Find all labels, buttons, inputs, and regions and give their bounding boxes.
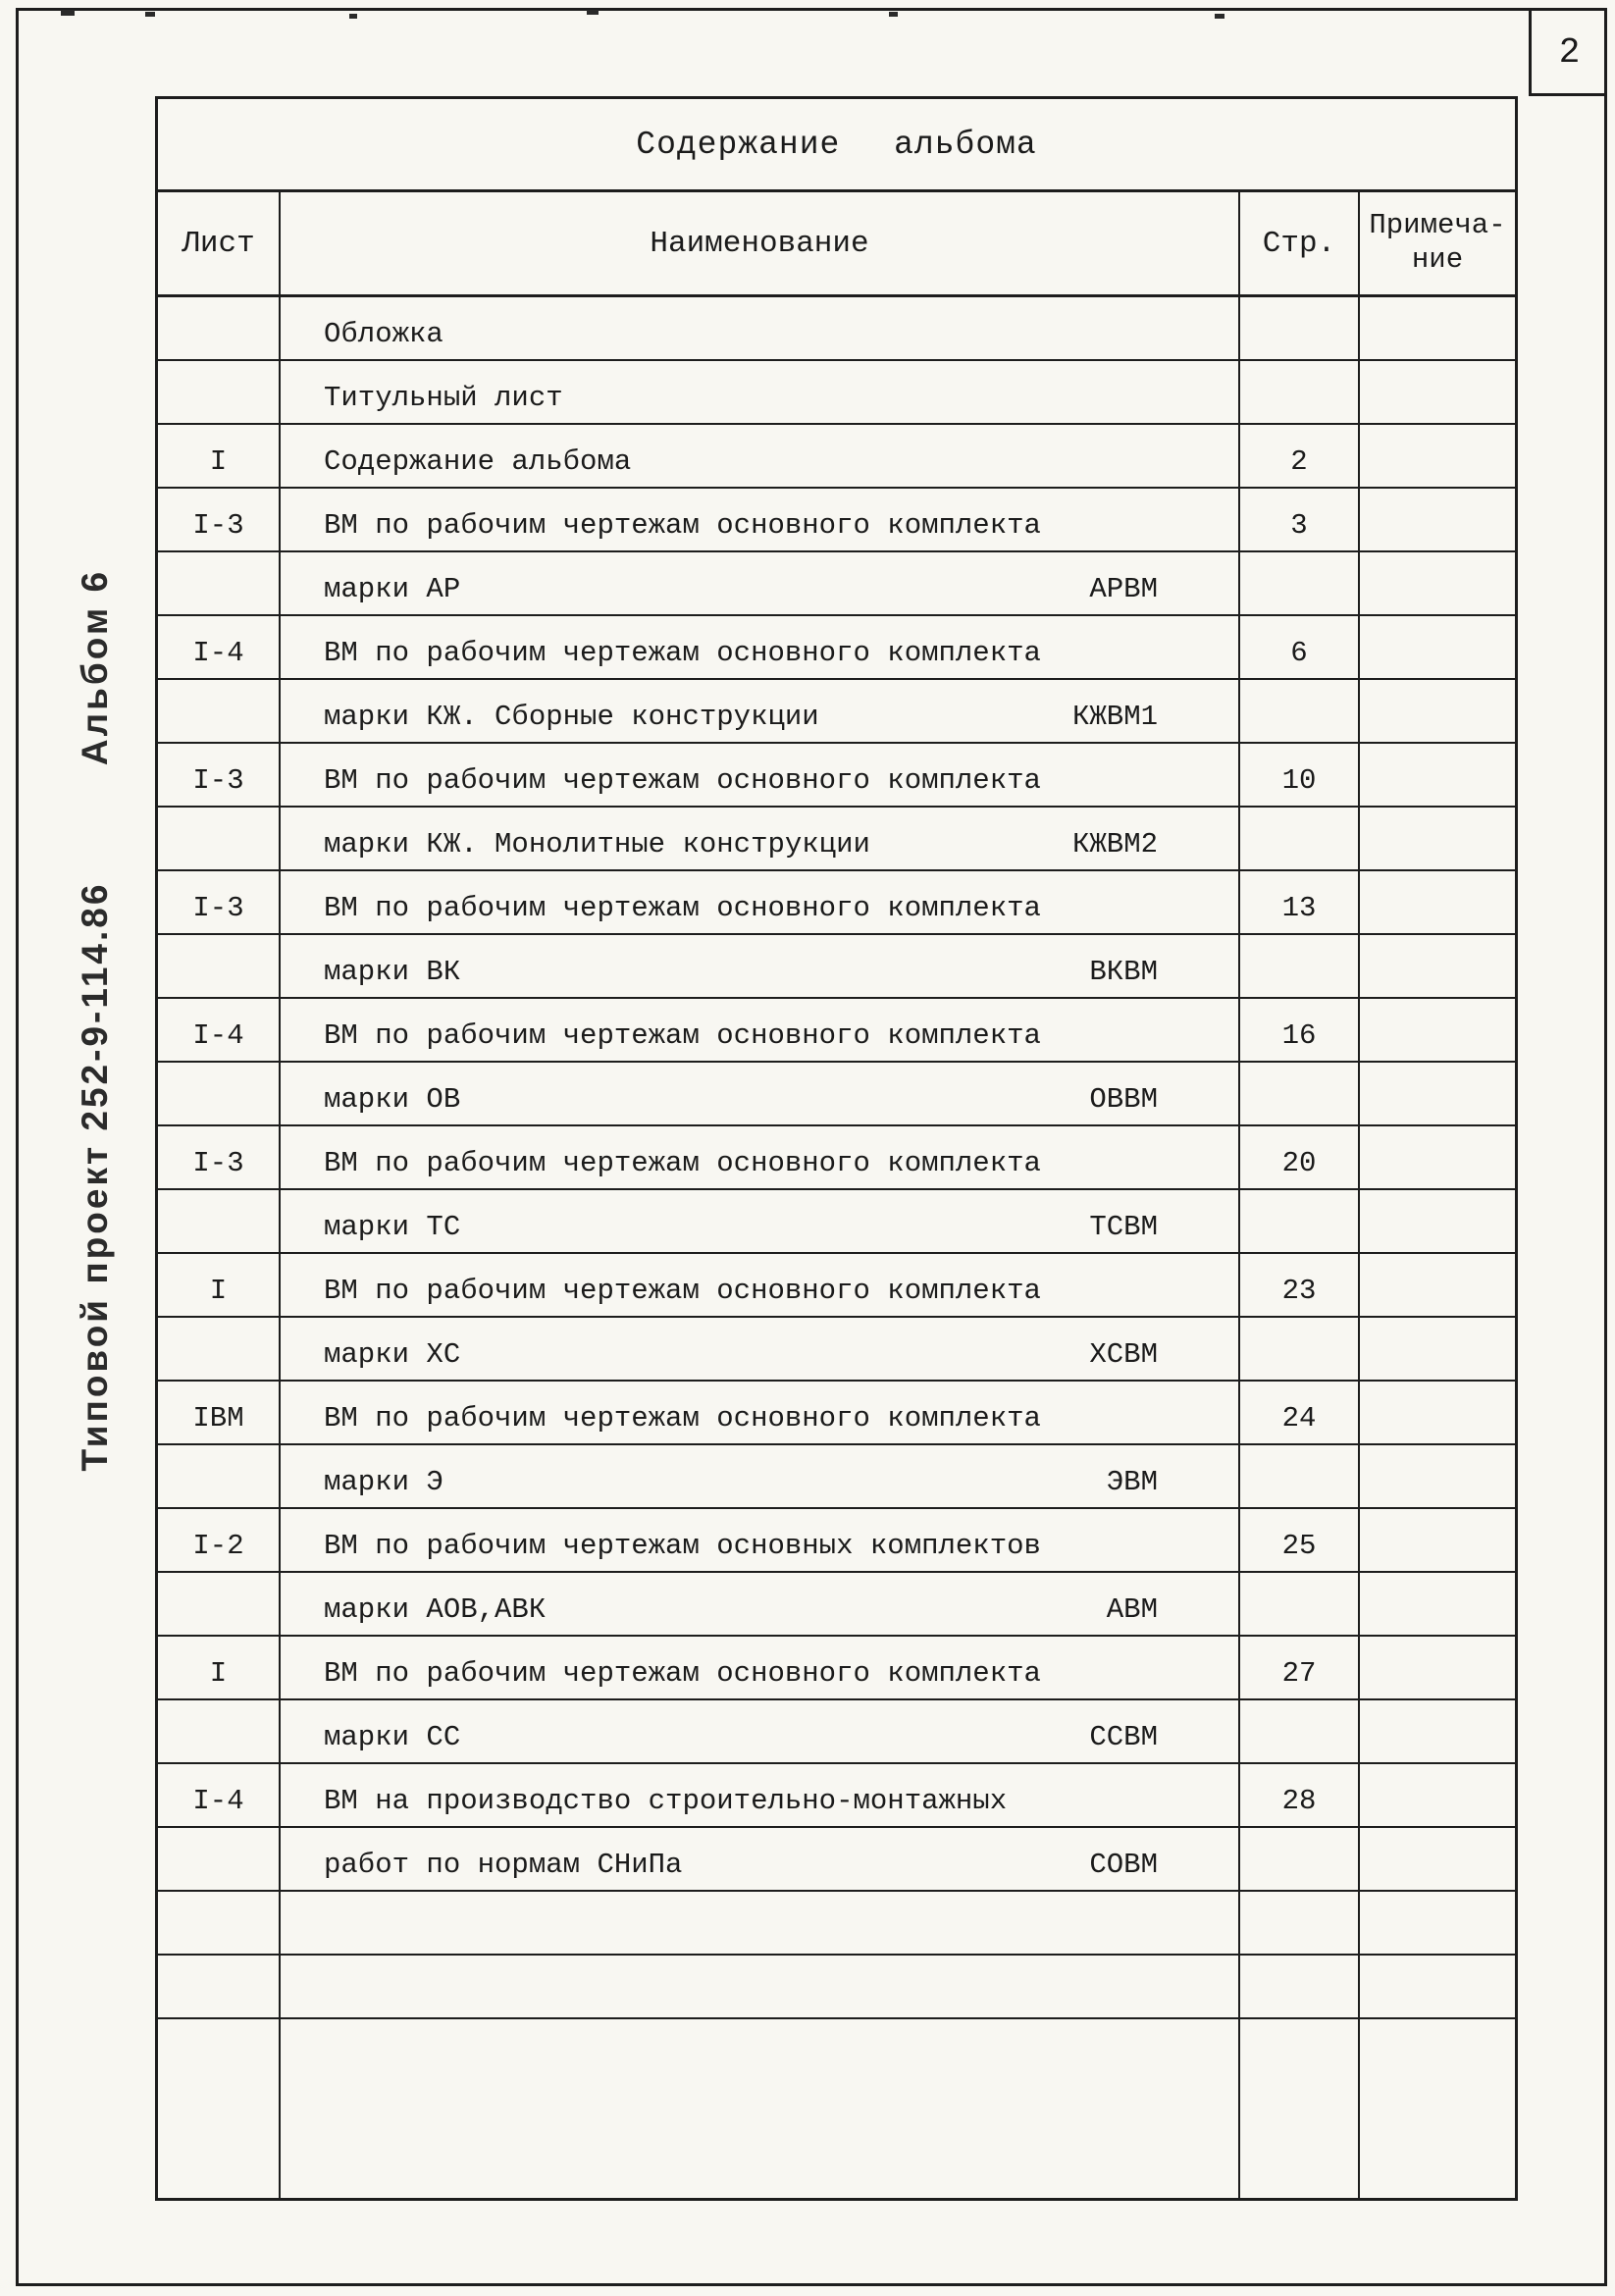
cell-sheet xyxy=(158,1254,281,1316)
table-row xyxy=(158,871,1515,935)
entry-code: АВМ xyxy=(1106,1593,1158,1626)
cell-note xyxy=(1360,1700,1515,1762)
table-row xyxy=(158,1892,1515,1956)
cell-page xyxy=(1240,552,1360,614)
table-row xyxy=(158,489,1515,552)
page-value: 6 xyxy=(1290,637,1308,669)
cell-page xyxy=(1240,871,1360,933)
cell-note xyxy=(1360,935,1515,997)
table-row xyxy=(158,1254,1515,1318)
cell-sheet xyxy=(158,425,281,487)
cell-sheet xyxy=(158,808,281,869)
cell-note xyxy=(1360,552,1515,614)
cell-page xyxy=(1240,1828,1360,1890)
cell-name xyxy=(281,297,1240,359)
cell-name xyxy=(281,552,1240,614)
table-row xyxy=(158,552,1515,616)
page-value: 27 xyxy=(1281,1657,1317,1690)
cell-sheet xyxy=(158,1190,281,1252)
page-number-box xyxy=(1529,11,1607,96)
table-row xyxy=(158,1573,1515,1637)
page-value: 2 xyxy=(1290,445,1308,478)
cell-note xyxy=(1360,1382,1515,1443)
cell-note xyxy=(1360,489,1515,550)
entry-name: ВМ по рабочим чертежам основного комплекта xyxy=(324,892,1041,924)
cell-sheet xyxy=(158,1445,281,1507)
cell-name xyxy=(281,1573,1240,1635)
page-value: 20 xyxy=(1281,1147,1317,1179)
entry-name: ВМ по рабочим чертежам основного комплекта xyxy=(324,1657,1041,1690)
cell-page xyxy=(1240,935,1360,997)
cell-name xyxy=(281,1063,1240,1124)
cell-note xyxy=(1360,871,1515,933)
cell-note xyxy=(1360,425,1515,487)
cell-page xyxy=(1240,2019,1360,2198)
table-row xyxy=(158,744,1515,808)
entry-name: ВМ по рабочим чертежам основного комплекта xyxy=(324,1019,1041,1052)
cell-note xyxy=(1360,361,1515,423)
entry-name: ВМ по рабочим чертежам основного комплекта xyxy=(324,764,1041,797)
cell-note xyxy=(1360,1318,1515,1380)
table-row xyxy=(158,1190,1515,1254)
table-row xyxy=(158,1382,1515,1445)
cell-note xyxy=(1360,1509,1515,1571)
cell-sheet xyxy=(158,2019,281,2198)
column-header-name: Наименование xyxy=(281,192,1240,294)
cell-sheet xyxy=(158,871,281,933)
cell-page xyxy=(1240,1190,1360,1252)
sheet-value: I-3 xyxy=(192,764,244,797)
entry-name: марки ВК xyxy=(324,956,461,988)
cell-name xyxy=(281,1509,1240,1571)
entry-name: работ по нормам СНиПа xyxy=(324,1849,683,1881)
entry-name: марки КЖ. Сборные конструкции xyxy=(324,701,819,733)
entry-name: ВМ по рабочим чертежам основного комплекта xyxy=(324,1275,1041,1307)
cell-name xyxy=(281,871,1240,933)
entry-code: КЖВМ1 xyxy=(1071,701,1158,733)
entry-code: КЖВМ2 xyxy=(1071,828,1158,861)
cell-sheet xyxy=(158,1318,281,1380)
page-value: 23 xyxy=(1281,1275,1317,1307)
cell-page xyxy=(1240,1509,1360,1571)
cell-name xyxy=(281,1637,1240,1698)
cell-page xyxy=(1240,1063,1360,1124)
entry-name: ВМ по рабочим чертежам основного комплекта xyxy=(324,637,1041,669)
cell-sheet xyxy=(158,1063,281,1124)
cell-name xyxy=(281,489,1240,550)
sheet-value: IВМ xyxy=(192,1402,244,1435)
cell-page xyxy=(1240,425,1360,487)
entry-name: марки АОВ,АВК xyxy=(324,1593,547,1626)
cell-name xyxy=(281,1764,1240,1826)
cell-page xyxy=(1240,680,1360,742)
page-number: 2 xyxy=(1558,31,1581,73)
cell-sheet xyxy=(158,680,281,742)
entry-code: ССВМ xyxy=(1089,1721,1158,1753)
cell-name xyxy=(281,1445,1240,1507)
cell-sheet xyxy=(158,1126,281,1188)
table-row xyxy=(158,1126,1515,1190)
cell-note xyxy=(1360,1828,1515,1890)
cell-note xyxy=(1360,1126,1515,1188)
entry-code: ВКВМ xyxy=(1089,956,1158,988)
cell-sheet xyxy=(158,552,281,614)
sheet-value: I-4 xyxy=(192,1785,244,1817)
table-row xyxy=(158,1318,1515,1382)
cell-note xyxy=(1360,1254,1515,1316)
cell-sheet xyxy=(158,489,281,550)
column-header-page: Стр. xyxy=(1240,192,1360,294)
sheet-value: I xyxy=(209,445,228,478)
cell-page xyxy=(1240,361,1360,423)
scan-artifact xyxy=(587,10,599,15)
cell-page xyxy=(1240,1382,1360,1443)
entry-name: ВМ по рабочим чертежам основного комплекта xyxy=(324,1147,1041,1179)
scan-artifact xyxy=(1215,14,1224,19)
table-row xyxy=(158,1509,1515,1573)
table-row xyxy=(158,361,1515,425)
table-row xyxy=(158,297,1515,361)
entry-name: марки Э xyxy=(324,1466,443,1498)
entry-name: марки ТС xyxy=(324,1211,461,1243)
sheet-value: I-3 xyxy=(192,892,244,924)
cell-note xyxy=(1360,1764,1515,1826)
contents-table xyxy=(155,96,1518,2201)
column-header-note: Примеча-ние xyxy=(1369,209,1506,276)
cell-note xyxy=(1360,1956,1515,2017)
entry-name: ВМ по рабочим чертежам основного комплекта xyxy=(324,1402,1041,1435)
table-header-row xyxy=(158,192,1515,297)
cell-sheet xyxy=(158,1956,281,2017)
cell-page xyxy=(1240,808,1360,869)
table-row xyxy=(158,1764,1515,1828)
cell-note xyxy=(1360,1637,1515,1698)
table-row xyxy=(158,999,1515,1063)
sheet-value: I-3 xyxy=(192,1147,244,1179)
cell-page xyxy=(1240,1700,1360,1762)
cell-sheet xyxy=(158,361,281,423)
column-header-sheet: Лист xyxy=(158,192,281,294)
entry-code: АРВМ xyxy=(1089,573,1158,605)
cell-note xyxy=(1360,680,1515,742)
cell-name xyxy=(281,1382,1240,1443)
cell-name xyxy=(281,680,1240,742)
table-row xyxy=(158,1956,1515,2019)
entry-name: марки ХС xyxy=(324,1338,461,1371)
table-row xyxy=(158,680,1515,744)
cell-page xyxy=(1240,744,1360,806)
table-title: Содержание альбома xyxy=(636,126,1037,163)
table-row xyxy=(158,1063,1515,1126)
scan-artifact xyxy=(145,12,155,17)
entry-name: марки ОВ xyxy=(324,1083,461,1116)
cell-name xyxy=(281,1956,1240,2017)
cell-name xyxy=(281,935,1240,997)
entry-code: ХСВМ xyxy=(1089,1338,1158,1371)
cell-sheet xyxy=(158,999,281,1061)
cell-name xyxy=(281,1318,1240,1380)
cell-page xyxy=(1240,1573,1360,1635)
cell-note xyxy=(1360,1573,1515,1635)
entry-name: марки АР xyxy=(324,573,461,605)
entry-name: марки КЖ. Монолитные конструкции xyxy=(324,828,870,861)
entry-name: ВМ на производство строительно-монтажных xyxy=(324,1785,1008,1817)
cell-name xyxy=(281,744,1240,806)
entry-name: Содержание альбома xyxy=(324,445,632,478)
scan-artifact xyxy=(889,12,898,17)
sheet-value: I xyxy=(209,1275,228,1307)
cell-page xyxy=(1240,1892,1360,1954)
page-value: 13 xyxy=(1281,892,1317,924)
cell-name xyxy=(281,1126,1240,1188)
cell-page xyxy=(1240,1126,1360,1188)
cell-page xyxy=(1240,1318,1360,1380)
cell-page xyxy=(1240,616,1360,678)
cell-name xyxy=(281,361,1240,423)
sheet-value: I-2 xyxy=(192,1530,244,1562)
table-row xyxy=(158,1700,1515,1764)
cell-note xyxy=(1360,744,1515,806)
table-row xyxy=(158,1445,1515,1509)
cell-page xyxy=(1240,489,1360,550)
cell-note xyxy=(1360,297,1515,359)
cell-page xyxy=(1240,1764,1360,1826)
cell-sheet xyxy=(158,1892,281,1954)
cell-sheet xyxy=(158,1637,281,1698)
cell-name xyxy=(281,1828,1240,1890)
cell-note xyxy=(1360,808,1515,869)
cell-name xyxy=(281,808,1240,869)
sheet-value: I-4 xyxy=(192,1019,244,1052)
entry-name: Титульный лист xyxy=(324,382,563,414)
cell-name xyxy=(281,616,1240,678)
side-label-album: Альбом 6 xyxy=(75,568,115,766)
cell-sheet xyxy=(158,1573,281,1635)
cell-sheet xyxy=(158,935,281,997)
cell-sheet xyxy=(158,1764,281,1826)
cell-note xyxy=(1360,616,1515,678)
cell-name xyxy=(281,1700,1240,1762)
table-row xyxy=(158,616,1515,680)
entry-name: марки СС xyxy=(324,1721,461,1753)
cell-name xyxy=(281,2019,1240,2198)
page-value: 10 xyxy=(1281,764,1317,797)
table-body xyxy=(158,297,1515,2198)
sheet-value: I-4 xyxy=(192,637,244,669)
entry-code: ТСВМ xyxy=(1089,1211,1158,1243)
cell-page xyxy=(1240,999,1360,1061)
cell-note xyxy=(1360,2019,1515,2198)
table-row xyxy=(158,2019,1515,2198)
cell-note xyxy=(1360,1190,1515,1252)
page-value: 16 xyxy=(1281,1019,1317,1052)
cell-name xyxy=(281,1254,1240,1316)
cell-sheet xyxy=(158,1700,281,1762)
cell-note xyxy=(1360,1063,1515,1124)
entry-code: СОВМ xyxy=(1089,1849,1158,1881)
sheet-value: I-3 xyxy=(192,509,244,542)
entry-code: ОВВМ xyxy=(1089,1083,1158,1116)
page-value: 25 xyxy=(1281,1530,1317,1562)
cell-note xyxy=(1360,1892,1515,1954)
cell-page xyxy=(1240,1254,1360,1316)
table-title-row xyxy=(158,99,1515,192)
cell-page xyxy=(1240,297,1360,359)
cell-name xyxy=(281,1190,1240,1252)
table-row xyxy=(158,808,1515,871)
cell-page xyxy=(1240,1637,1360,1698)
entry-name: Обложка xyxy=(324,318,443,350)
scan-artifact xyxy=(349,14,357,19)
page-value: 28 xyxy=(1281,1785,1317,1817)
side-label-project: Типовой проект 252-9-114.86 xyxy=(75,881,115,1472)
cell-sheet xyxy=(158,616,281,678)
cell-name xyxy=(281,1892,1240,1954)
cell-note xyxy=(1360,1445,1515,1507)
entry-name: ВМ по рабочим чертежам основного комплекта xyxy=(324,509,1041,542)
cell-sheet xyxy=(158,744,281,806)
entry-name: ВМ по рабочим чертежам основных комплектов xyxy=(324,1530,1041,1562)
table-row xyxy=(158,1828,1515,1892)
cell-page xyxy=(1240,1445,1360,1507)
table-row xyxy=(158,425,1515,489)
entry-code: ЭВМ xyxy=(1106,1466,1158,1498)
cell-name xyxy=(281,999,1240,1061)
page-value: 3 xyxy=(1290,509,1308,542)
cell-sheet xyxy=(158,1509,281,1571)
scan-artifact xyxy=(61,10,75,16)
cell-name xyxy=(281,425,1240,487)
page-value: 24 xyxy=(1281,1402,1317,1435)
cell-note xyxy=(1360,999,1515,1061)
cell-sheet xyxy=(158,1828,281,1890)
sheet-value: I xyxy=(209,1657,228,1690)
cell-sheet xyxy=(158,297,281,359)
cell-sheet xyxy=(158,1382,281,1443)
cell-page xyxy=(1240,1956,1360,2017)
table-row xyxy=(158,1637,1515,1700)
table-row xyxy=(158,935,1515,999)
